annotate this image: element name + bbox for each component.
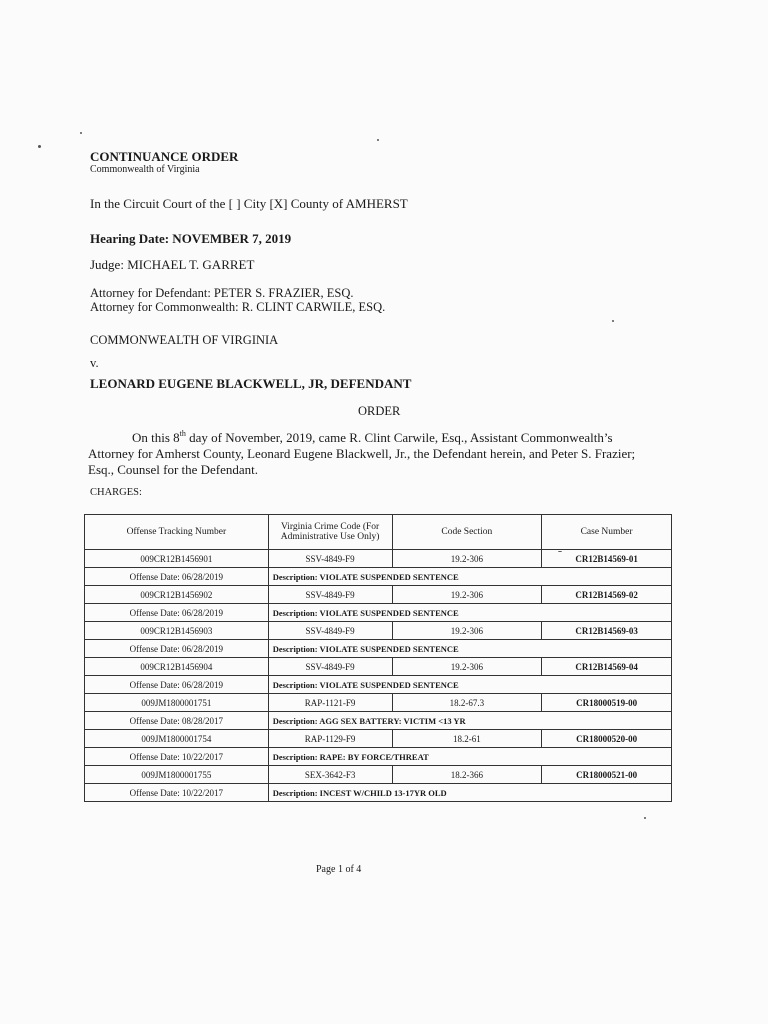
scan-speck [38,145,41,148]
tracking-number-cell: 009JM1800001755 [85,766,269,784]
table-row-detail [85,784,672,802]
crime-code-cell: SSV-4849-F9 [268,550,392,568]
scan-speck [377,139,379,141]
description-cell: Description: RAPE: BY FORCE/THREAT [268,748,671,766]
case-number-cell: CR12B14569-01 [542,550,672,568]
case-number-cell: CR18000520-00 [542,730,672,748]
case-number-cell: CR18000521-00 [542,766,672,784]
tracking-number-cell: 009CR12B1456901 [85,550,269,568]
table-row-detail [85,640,672,658]
offense-date-cell: Offense Date: 10/22/2017 [85,784,269,802]
offense-date-cell: Offense Date: 06/28/2019 [85,604,269,622]
commonwealth-attorney-line: Attorney for Commonwealth: R. CLINT CARWILE, ESQ. [90,300,386,314]
table-row [85,658,672,676]
charges-label: CHARGES: [90,487,142,498]
judge-line: Judge: MICHAEL T. GARRET [90,257,255,272]
table-row-detail [85,568,672,586]
header-crime-code: Virginia Crime Code (For Administrative Use Only) [268,515,392,550]
crime-code-cell: SSV-4849-F9 [268,586,392,604]
case-number-cell: CR12B14569-02 [542,586,672,604]
description-cell: Description: VIOLATE SUSPENDED SENTENCE [268,604,671,622]
table-row [85,766,672,784]
offense-date-cell: Offense Date: 10/22/2017 [85,748,269,766]
order-paragraph [88,430,658,478]
table-row-detail [85,712,672,730]
hearing-date: Hearing Date: NOVEMBER 7, 2019 [90,231,292,246]
case-number-cell: CR18000519-00 [542,694,672,712]
plaintiff-name: COMMONWEALTH OF VIRGINIA [90,333,279,347]
code-section-cell: 19.2-306 [392,550,542,568]
offense-date-cell: Offense Date: 06/28/2019 [85,676,269,694]
crime-code-cell: RAP-1129-F9 [268,730,392,748]
table-row-detail [85,604,672,622]
header-code-section: Code Section [392,515,542,550]
document-title: CONTINUANCE ORDER [90,149,239,164]
tracking-number-cell: 009JM1800001751 [85,694,269,712]
crime-code-cell: SSV-4849-F9 [268,622,392,640]
code-section-cell: 19.2-306 [392,622,542,640]
defense-attorney-line: Attorney for Defendant: PETER S. FRAZIER, ESQ. [90,286,354,300]
court-line: In the Circuit Court of the [ ] City [X] County of AMHERST [90,196,408,211]
offense-date-cell: Offense Date: 08/28/2017 [85,712,269,730]
table-row [85,586,672,604]
table-header-row [85,515,672,550]
table-row [85,550,672,568]
tracking-number-cell: 009CR12B1456904 [85,658,269,676]
case-number-cell: CR12B14569-04 [542,658,672,676]
order-paragraph-lead: On this 8 [132,430,180,445]
offense-date-cell: Offense Date: 06/28/2019 [85,640,269,658]
table-row-detail [85,676,672,694]
code-section-cell: 19.2-306 [392,658,542,676]
versus-label: v. [90,356,99,370]
charges-table [84,514,672,802]
defendant-name: LEONARD EUGENE BLACKWELL, JR, DEFENDANT [90,376,412,391]
case-number-cell: CR12B14569-03 [542,622,672,640]
table-row [85,694,672,712]
table-row [85,622,672,640]
code-section-cell: 18.2-67.3 [392,694,542,712]
crime-code-cell: SEX-3642-F3 [268,766,392,784]
description-cell: Description: INCEST W/CHILD 13-17YR OLD [268,784,671,802]
code-section-cell: 19.2-306 [392,586,542,604]
description-cell: Description: AGG SEX BATTERY: VICTIM <13 YR [268,712,671,730]
order-paragraph-text: day of November, 2019, came R. Clint Carwile, Esq., Assistant Commonwealth’s Attorney for Amherst County, Leonard Eugene Blackwell, Jr., the Defendant herein, and Peter S. Frazier; Esq., Counsel for the Defendant. [88,430,636,477]
ordinal-suffix: th [179,429,186,438]
description-cell: Description: VIOLATE SUSPENDED SENTENCE [268,640,671,658]
crime-code-cell: SSV-4849-F9 [268,658,392,676]
tracking-number-cell: 009CR12B1456902 [85,586,269,604]
code-section-cell: 18.2-366 [392,766,542,784]
table-row [85,730,672,748]
scan-speck [558,551,562,552]
order-heading: ORDER [358,404,401,418]
scan-speck [80,132,82,134]
scan-speck [644,817,646,819]
page-number: Page 1 of 4 [316,864,362,875]
offense-date-cell: Offense Date: 06/28/2019 [85,568,269,586]
description-cell: Description: VIOLATE SUSPENDED SENTENCE [268,676,671,694]
document-subtitle: Commonwealth of Virginia [90,164,200,175]
crime-code-cell: RAP-1121-F9 [268,694,392,712]
scan-speck [612,320,614,322]
description-cell: Description: VIOLATE SUSPENDED SENTENCE [268,568,671,586]
table-row-detail [85,748,672,766]
header-tracking-number: Offense Tracking Number [85,515,269,550]
code-section-cell: 18.2-61 [392,730,542,748]
header-case-number: Case Number [542,515,672,550]
tracking-number-cell: 009CR12B1456903 [85,622,269,640]
tracking-number-cell: 009JM1800001754 [85,730,269,748]
